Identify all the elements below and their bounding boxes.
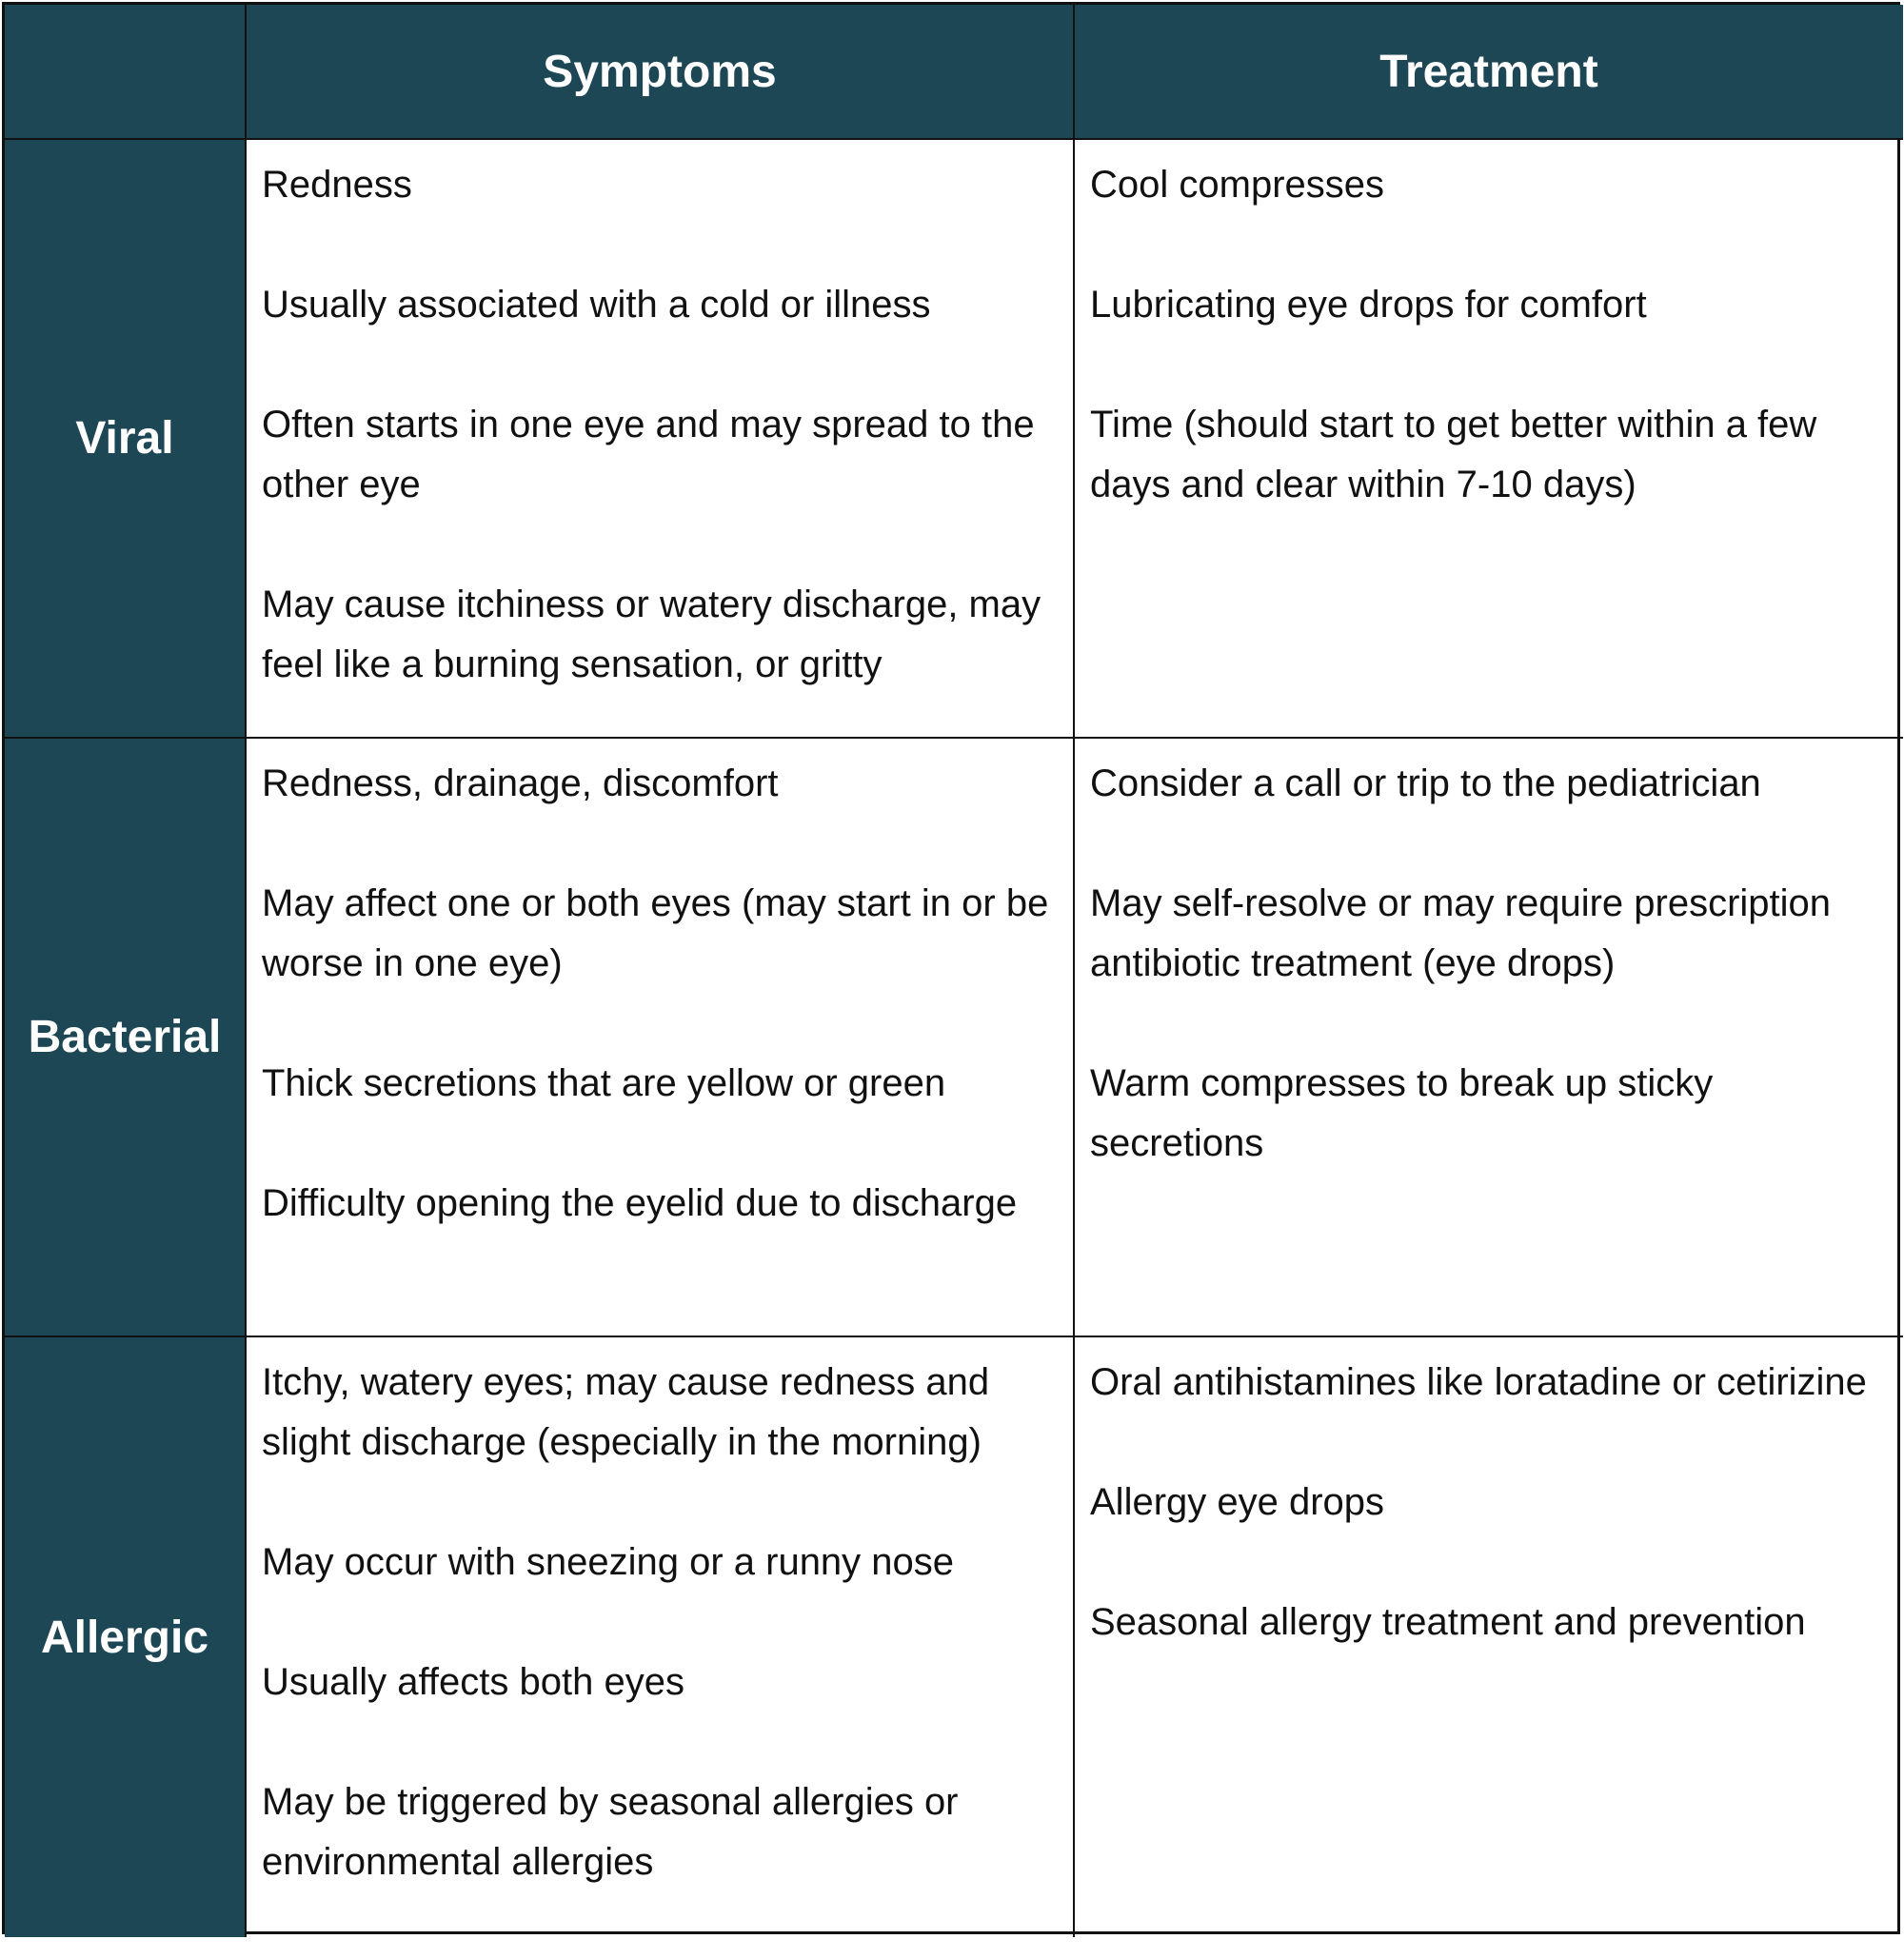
- header-treatment: [1075, 5, 1903, 140]
- header-corner-cell: [5, 5, 247, 140]
- treatment-item: Cool compresses: [1090, 164, 1385, 206]
- symptom-item: Thick secretions that are yellow or green: [262, 1062, 946, 1104]
- header-symptoms-label: Symptoms: [543, 46, 777, 97]
- allergic-symptoms-cell: [247, 1337, 1075, 1937]
- symptom-item: Redness: [262, 164, 412, 206]
- treatment-item: Allergy eye drops: [1090, 1481, 1385, 1523]
- table-grid: [2, 2, 1900, 1934]
- header-treatment-label: Treatment: [1379, 46, 1598, 97]
- treatment-item: Lubricating eye drops for comfort: [1090, 284, 1647, 326]
- viral-symptoms-cell: [247, 140, 1075, 739]
- row-label-text: Viral: [75, 413, 174, 464]
- symptom-item: Redness, drainage, discomfort: [262, 762, 779, 804]
- treatment-item: Consider a call or trip to the pediatrician: [1090, 762, 1761, 804]
- symptom-item: May be triggered by seasonal allergies or environmental allergies: [262, 1781, 959, 1883]
- treatment-item: Warm compresses to break up sticky secretions: [1090, 1062, 1714, 1164]
- symptom-item: Difficulty opening the eyelid due to discharge: [262, 1182, 1018, 1224]
- row-label-text: Allergic: [40, 1612, 209, 1663]
- treatment-item: Time (should start to get better within a few days and clear within 7-10 days): [1090, 404, 1817, 505]
- symptom-item: Usually affects both eyes: [262, 1661, 684, 1703]
- treatment-item: Seasonal allergy treatment and prevention: [1090, 1601, 1806, 1643]
- treatment-item: Oral antihistamines like loratadine or cetirizine: [1090, 1361, 1867, 1403]
- row-label-text: Bacterial: [28, 1012, 222, 1062]
- symptom-item: Often starts in one eye and may spread to the other eye: [262, 404, 1035, 505]
- treatment-item: May self-resolve or may require prescription antibiotic treatment (eye drops): [1090, 882, 1832, 984]
- bacterial-treatment-cell: [1075, 739, 1903, 1337]
- viral-treatment-cell: [1075, 140, 1903, 739]
- bacterial-symptoms-cell: [247, 739, 1075, 1337]
- header-symptoms: [247, 5, 1075, 140]
- row-label-allergic: [5, 1337, 247, 1937]
- row-label-bacterial: [5, 739, 247, 1337]
- symptom-item: May affect one or both eyes (may start in or be worse in one eye): [262, 882, 1049, 984]
- row-label-viral: [5, 140, 247, 739]
- symptom-item: May cause itchiness or watery discharge, may feel like a burning sensation, or gritty: [262, 584, 1041, 685]
- symptom-item: Usually associated with a cold or illness: [262, 284, 931, 326]
- allergic-treatment-cell: [1075, 1337, 1903, 1937]
- symptom-item: May occur with sneezing or a runny nose: [262, 1541, 955, 1583]
- symptom-item: Itchy, watery eyes; may cause redness and slight discharge (especially in the morning): [262, 1361, 990, 1463]
